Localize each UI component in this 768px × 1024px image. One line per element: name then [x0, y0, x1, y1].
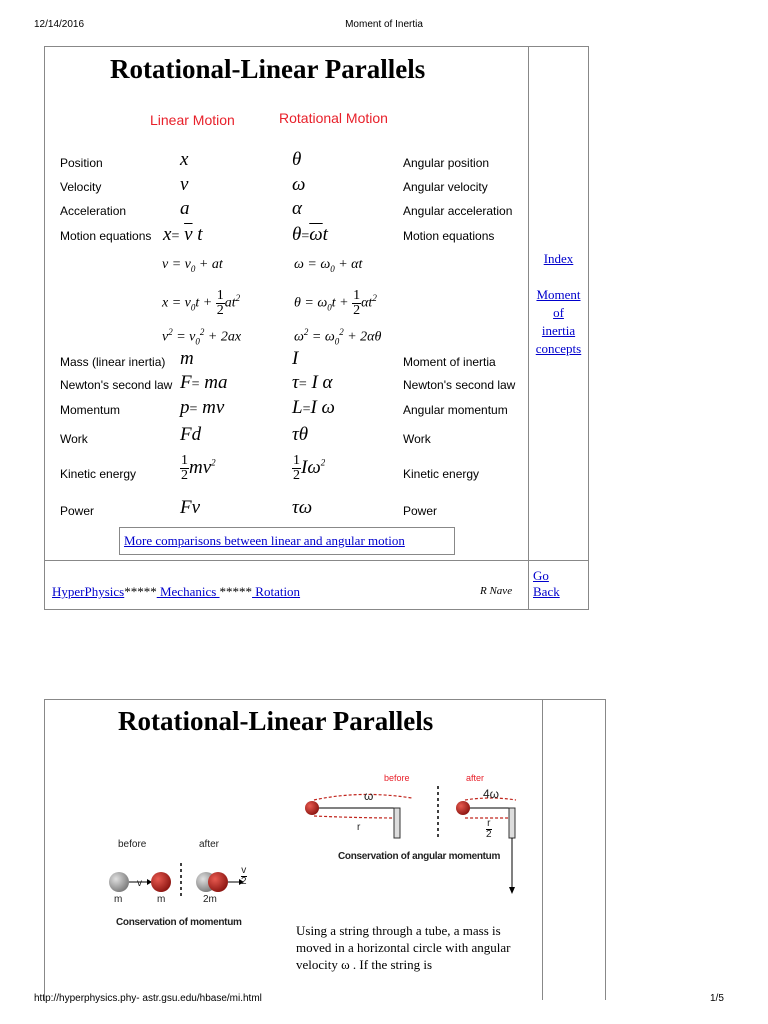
go-back-link[interactable]: [533, 568, 563, 600]
section-title-2: Rotational-Linear Parallels: [118, 706, 434, 736]
row-label-left: Position: [60, 156, 103, 170]
formula-work-linear: Fd: [180, 424, 202, 445]
rotation-link[interactable]: Rotation: [252, 584, 301, 599]
row-label-left: Mass (linear inertia): [60, 355, 166, 369]
description-paragraph: Using a string through a tube, a mass is moved in a horizontal circle with angular velocity ω . If the string is: [296, 923, 511, 972]
formula-motion-angular: $\theta=\overline{\omega}t$: [292, 224, 328, 245]
row-label-right: Angular velocity: [403, 180, 488, 194]
formula-momentum-linear: p= mv: [180, 397, 225, 418]
radius-label: r: [357, 822, 361, 833]
formula-v2-equation: $v^2 = v_0^2 + 2ax$: [162, 327, 242, 347]
link-word[interactable]: of: [553, 305, 564, 320]
fraction-den: 2: [241, 876, 247, 887]
linear-motion-heading: Linear Motion: [150, 112, 235, 128]
velocity-label: v: [137, 878, 142, 889]
more-comparisons-link[interactable]: More comparisons between linear and angular motion: [124, 533, 405, 548]
row-label-left: Momentum: [60, 403, 121, 417]
formula-v-equation: $v = v_0$ + at: [162, 257, 223, 274]
formula-x-equation: $x = v_0t$ + $\frac{1}{2}$ $at^2$: [162, 288, 241, 318]
side-nav-cell-2: [542, 699, 606, 1000]
row-label-right: Power: [403, 504, 438, 518]
formula-position-linear: x: [180, 149, 189, 170]
formula-velocity-angular: ω: [292, 174, 306, 195]
after-label: after: [199, 839, 220, 850]
formula-ke-linear: $\frac{1}{2}$ $mv^2$: [181, 453, 216, 483]
before-label: before: [118, 839, 147, 850]
formula-position-angular: θ: [292, 149, 302, 170]
formula-power-linear: Fv: [180, 497, 201, 518]
mass-label: m: [114, 894, 123, 905]
row-label-left: Work: [60, 432, 88, 446]
row-label-right: Motion equations: [403, 229, 495, 243]
print-title: Moment of Inertia: [345, 19, 423, 30]
breadcrumb: [52, 584, 300, 600]
row-label-right: Kinetic energy: [403, 467, 480, 481]
row-label-left: Kinetic energy: [60, 467, 137, 481]
angular-momentum-caption: Conservation of angular momentum: [338, 851, 501, 862]
combined-mass-label: 2m: [203, 894, 217, 905]
before-label: before: [384, 773, 410, 783]
row-label-left: Newton's second law: [60, 378, 173, 392]
momentum-caption: Conservation of momentum: [116, 917, 242, 928]
fraction-num: v: [241, 865, 247, 876]
row-label-left: Velocity: [60, 180, 102, 194]
more-comparisons-cell: [119, 527, 455, 555]
row-label-right: Angular position: [403, 156, 490, 170]
row-label-left: Power: [60, 504, 95, 518]
collision-diagram: [105, 855, 255, 897]
formula-ke-angular: $\frac{1}{2}$ $I\omega^2$: [293, 453, 326, 483]
row-label-right: Work: [403, 432, 431, 446]
print-url: http://hyperphysics.phy- astr.gsu.edu/hbase/mi.html: [34, 993, 262, 1004]
formula-mass: m: [180, 348, 194, 369]
link-word[interactable]: concepts: [535, 341, 582, 356]
link-word[interactable]: Go: [533, 568, 549, 583]
formula-omega-equation: $\omega = \omega_0 + \alpha t$: [294, 257, 363, 274]
row-label-right: Newton's second law: [403, 378, 516, 392]
row-label-right: Angular momentum: [403, 403, 508, 417]
formula-velocity-linear: v: [180, 174, 189, 195]
hyperphysics-link[interactable]: HyperPhysics: [52, 584, 125, 599]
row-label-left: Motion equations: [60, 229, 152, 243]
formula-acceleration-angular: α: [292, 198, 302, 219]
rotational-motion-heading: Rotational Motion: [279, 110, 388, 126]
after-label: after: [466, 773, 485, 783]
link-word[interactable]: Back: [533, 584, 560, 599]
separator: *****: [124, 584, 157, 599]
formula-power-angular: τω: [292, 497, 313, 518]
formula-moment: I: [292, 348, 299, 369]
moment-of-inertia-concepts-link[interactable]: [529, 286, 588, 358]
omega-label: ω: [364, 789, 374, 803]
section-title: Rotational-Linear Parallels: [110, 54, 426, 84]
formula-motion-linear: $x= \overline{v}$ t: [163, 224, 203, 245]
formula-newton-linear: F= ma: [180, 372, 228, 393]
formula-acceleration-linear: a: [180, 198, 190, 219]
link-word[interactable]: Moment: [536, 287, 581, 302]
half-velocity-label: [241, 866, 247, 887]
row-label-left: Acceleration: [60, 204, 127, 218]
formula-momentum-angular: L=I ω: [292, 397, 335, 418]
formula-newton-angular: τ= I α: [292, 372, 333, 393]
fraction-den: 2: [486, 829, 492, 840]
half-radius-label: [486, 819, 492, 840]
row-label-right: Moment of inertia: [403, 355, 496, 369]
author-credit: R Nave: [480, 585, 513, 597]
fraction-num: r: [487, 818, 491, 829]
print-page-number: 1/5: [710, 993, 724, 1004]
link-word[interactable]: inertia: [541, 323, 576, 338]
formula-omega2-equation: $\omega^2 = \omega_0^2 + 2\alpha\theta$: [294, 327, 382, 347]
formula-theta-equation: $\theta = \omega_0t$ + $\frac{1}{2}$ $\alpha t^2$: [294, 288, 377, 318]
mass-label: m: [157, 894, 166, 905]
four-omega-label: 4ω: [483, 787, 500, 801]
index-link[interactable]: Index: [543, 251, 574, 266]
formula-work-angular: τθ: [292, 424, 309, 445]
row-label-right: Angular acceleration: [403, 204, 513, 218]
mechanics-link[interactable]: Mechanics: [156, 584, 220, 599]
separator: *****: [219, 584, 253, 599]
print-date: 12/14/2016: [34, 19, 85, 30]
